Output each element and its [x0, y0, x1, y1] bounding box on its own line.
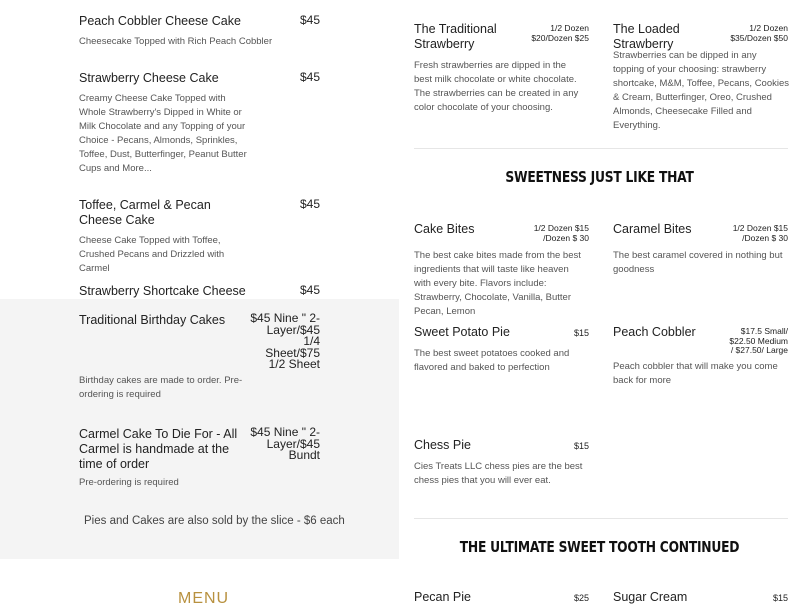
item-name: Peach Cobbler Cheese Cake: [79, 14, 241, 28]
item-description: The best cake bites made from the best ingredients that will taste like heaven with every bite. Flavors include: Strawberry, Chocolate, Vanilla, Butter Pecan, Lemon: [414, 250, 581, 317]
item-price: 1/2 Dozen $20/Dozen $25: [531, 23, 589, 43]
item-name: Toffee, Carmel & Pecan Cheese Cake: [79, 198, 211, 227]
item-price: $17.5 Small/ $22.50 Medium / $27.50/ Large: [729, 326, 788, 355]
item-price: 1/2 Dozen $35/Dozen $50: [730, 23, 788, 43]
item-price: $45: [299, 70, 320, 84]
item-description: Cies Treats LLC chess pies are the best chess pies that you will ever eat.: [414, 461, 583, 486]
item-name: Sugar Cream: [613, 590, 688, 604]
cheesecake-panel: [0, 0, 399, 299]
menu-item: [79, 14, 319, 49]
menu-item: [414, 325, 534, 340]
item-description: The best caramel covered in nothing but goodness: [613, 250, 783, 275]
item-description: Fresh strawberries are dipped in the best milk chocolate or white chocolate. The strawberries can be created in any color chocolate of your choosing.: [414, 60, 579, 113]
item-price: $45: [299, 283, 320, 297]
item-price: $15: [772, 593, 788, 603]
menu-item-description: [414, 59, 584, 115]
item-name: Strawberry Cheese Cake: [79, 71, 219, 85]
item-name: Pecan Pie: [414, 590, 471, 604]
item-price: $45: [299, 13, 320, 27]
item-price: $15: [573, 441, 589, 451]
cakes-panel: [0, 299, 399, 559]
item-price: $45: [299, 197, 320, 211]
item-name: Caramel Bites: [613, 222, 692, 236]
menu-item: [414, 222, 514, 237]
section-title: SWEETNESS JUST LIKE THAT: [505, 168, 694, 186]
menu-item: [613, 590, 713, 605]
menu-item-description: [414, 460, 590, 488]
menu-item: [613, 222, 713, 237]
item-description: Peach cobbler that will make you come back for more: [613, 361, 778, 386]
item-description: Cheesecake Topped with Rich Peach Cobbler: [79, 36, 273, 47]
item-name: Sweet Potato Pie: [414, 325, 510, 339]
menu-item: [79, 427, 244, 490]
divider: [414, 518, 788, 519]
section-title: THE ULTIMATE SWEET TOOTH CONTINUED: [459, 538, 740, 556]
menu-item-description: [613, 360, 789, 388]
menu-item: [79, 71, 251, 176]
slice-note: Pies and Cakes are also sold by the slice - $6 each: [84, 515, 345, 527]
menu-item: [79, 198, 249, 276]
left-menu-column: [0, 0, 399, 607]
menu-item-description: [613, 49, 789, 133]
item-price: 1/2 Dozen $15 /Dozen $ 30: [732, 223, 788, 243]
item-name: Cake Bites: [414, 222, 475, 236]
item-name: Traditional Birthday Cakes: [79, 313, 226, 327]
item-description: Pre-ordering is required: [79, 477, 179, 488]
menu-item-description: [414, 347, 574, 375]
menu-footer: [0, 559, 399, 607]
item-price: 1/2 Dozen $15 /Dozen $ 30: [533, 223, 589, 243]
item-description: Strawberries can be dipped in any topping of your choosing: strawberry shortcake, M&M, Toffee, Pecans, Cookies & Cream, Butterfinger, Oreo, Crushed Almonds, Cheesecake Filled and Everything.: [613, 50, 790, 131]
item-name: Strawberry Shortcake Cheese: [79, 284, 246, 298]
menu-heading: MENU: [178, 590, 230, 607]
item-description: Creamy Cheese Cake Topped with Whole Strawberry's Dipped in White or Milk Chocolate and any Topping of your Choice - Pecans, Almonds, Sprinkles, Toffee, Dust, Butterfinger, Peanut Butter Cups and More...: [79, 93, 247, 174]
item-price: $45 Nine " 2-Layer/$45 Bundt: [250, 425, 320, 462]
menu-item: [613, 325, 713, 340]
item-price: $15: [573, 328, 589, 338]
menu-item: [79, 284, 279, 299]
item-description: Birthday cakes are made to order. Pre-ordering is required: [79, 375, 243, 400]
divider: [414, 148, 788, 149]
item-description: The best sweet potatoes cooked and flavored and baked to perfection: [414, 348, 570, 373]
menu-item-description: [79, 374, 249, 402]
menu-item: [414, 590, 514, 605]
right-menu-column: [399, 0, 800, 604]
item-name: Peach Cobbler: [613, 325, 696, 339]
item-name: Chess Pie: [414, 438, 471, 452]
menu-item: [79, 313, 249, 328]
item-name: The Traditional Strawberry: [414, 22, 497, 51]
menu-item: [414, 22, 514, 52]
item-price: $25: [573, 593, 589, 603]
item-name: The Loaded Strawberry: [613, 22, 680, 51]
menu-item-description: [613, 249, 783, 277]
menu-item: [414, 438, 514, 453]
menu-item: [613, 22, 733, 52]
menu-item-description: [414, 249, 586, 317]
item-price: $45 Nine " 2-Layer/$45 1/4 Sheet/$75 1/2 Sheet: [250, 311, 320, 371]
item-name: Carmel Cake To Die For - All Carmel is handmade at the time of order: [79, 427, 238, 471]
item-description: Cheese Cake Topped with Toffee, Crushed Pecans and Drizzled with Carmel: [79, 235, 225, 274]
